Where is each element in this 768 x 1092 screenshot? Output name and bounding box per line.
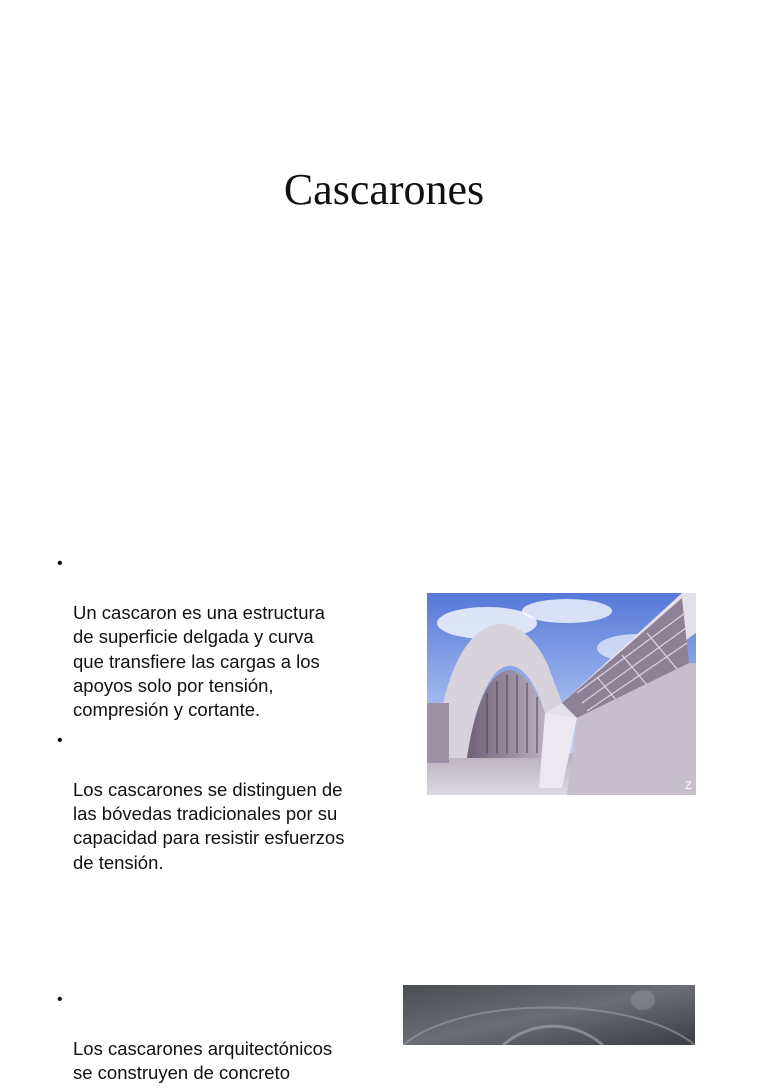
svg-text:Z: Z (685, 780, 692, 792)
content-slide-construction (0, 910, 768, 1084)
shell-roof-illustration (427, 593, 696, 795)
bullet-item (56, 552, 376, 723)
shell-roof-building-photo (427, 593, 696, 795)
bullet-item (56, 729, 376, 875)
bullet-icon: • (57, 731, 63, 749)
bullet-list (56, 552, 376, 881)
slide-title: Cascarones (283, 165, 485, 214)
bullet-icon: • (57, 991, 63, 1008)
bullet-item (56, 988, 376, 1086)
bullet-text: Los cascarones arquitectónicos se construyen de concreto (73, 1037, 333, 1084)
shell-interior-illustration (403, 985, 695, 1045)
bullet-text: Los cascarones se distinguen de las bóvedas tradicionales por su capacidad para resistir esfuerzos de tensión. (73, 778, 345, 873)
bullet-icon: • (57, 555, 63, 572)
bullet-text: Un cascaron es una estructura de superficie delgada y curva que transfiere las cargas a los apoyos solo por tensión, compresión y cortante. (73, 601, 325, 721)
content-slide-definition (0, 470, 768, 910)
bullet-list (56, 988, 376, 1092)
title-slide (0, 0, 768, 470)
dark-shell-interior-photo (403, 985, 695, 1045)
